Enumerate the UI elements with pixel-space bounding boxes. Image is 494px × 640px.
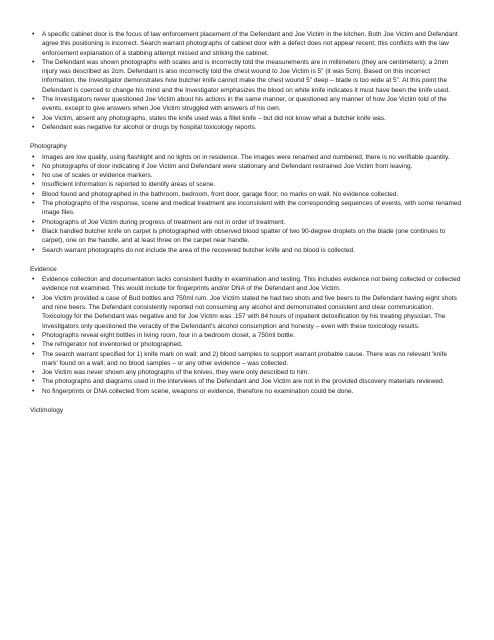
section-heading-victimology: Victimology [30, 406, 64, 414]
intro-bullet-list [30, 30, 464, 132]
bullet-icon: • [32, 378, 35, 386]
bullet-icon: • [32, 172, 35, 180]
section-heading-evidence: Evidence [30, 265, 57, 273]
list-item: • The Defendant was shown photographs with scales and is incorrectly told the measurements are in millimeters (they are centimeters); a 2mm injury was described as 2cm. Defendant is also incorrectly told the chest wound to Joe Victim is 5" (it was 5cm). Based on this incorrect information, the Investigator demonstrates how butcher knife cannot make the chest wound 5" deep – blade is too wide at 5". At this point the Defendant is coerced to change his mind and the Investigator emphasizes the blood on white knife indicates it must have been the knife used. [32, 58, 450, 94]
list-item: • Evidence collection and documentation lacks consistent fluidity in examination and testing. This includes evidence not being collected or collected evidence not examined. This would include for fingerprints and/or DNA of the Defendant and Joe Victim. [32, 276, 461, 293]
bullet-icon: • [32, 341, 35, 349]
list-item: • Photographs of Joe Victim during progress of treatment are not in order of treatment. [32, 218, 286, 226]
list-item: • No fingerprints or DNA collected from scene, weapons or evidence, therefore no examination could be done. [32, 387, 354, 395]
bullet-icon: • [32, 350, 35, 358]
bullet-icon: • [32, 218, 35, 226]
list-item: • The photographs of the response, scene and medical treatment are inconsistent with the corresponding sequences of events, with some renamed image files. [32, 200, 462, 217]
list-item: • Photographs reveal eight bottles in living room, four in a bedroom closet, a 750ml bottle. [32, 331, 295, 339]
list-item: • A specific cabinet door is the focus of law enforcement placement of the Defendant and Joe Victim in the kitchen. Both Joe Victim and Defendant agree this positioning is incorrect. Search warrant photographs of cabinet door with a defect does not appear recent; this conflicts with the law enforcement explanation of a stabbing attempt missed and striking the cabinet. [32, 31, 458, 57]
list-item: • No photographs of door indicating if Joe Victim and Defendant were stationary and Defendant restrained Joe Victim from leaving. [32, 162, 413, 170]
bullet-icon: • [32, 276, 35, 284]
photography-bullet-list [30, 153, 464, 255]
list-item: • No use of scales or evidence markers. [32, 172, 153, 180]
bullet-icon: • [32, 190, 35, 198]
bullet-icon: • [32, 387, 35, 395]
list-item: • Joe Victim provided a case of Bud bottles and 750ml rum. Joe Victim stated he had two shots and five beers to the Defendant having eight shots and nine beers. The Defendant consistently reported not consuming any alcohol and demonstrated consistent and clear communication. Toxicology for the Defendant was negative and for Joe Victim was .157 with 84 hours of inpatient detoxification by his treating physician. The Investigators only questioned the veracity of the Defendant's alcohol consumption and honesty – even with these toxicology results. [32, 294, 457, 330]
bullet-icon: • [32, 153, 35, 161]
section-heading-photography: Photography [30, 143, 67, 151]
bullet-icon: • [32, 31, 35, 38]
bullet-icon: • [32, 96, 35, 104]
list-item: • The Investigators never questioned Joe Victim about his actions in the same manner, or questioned any manner of how Joe Victim told of the events, except to give answers when Joe Victim struggled with answers of his own. [32, 96, 447, 113]
list-item: • Defendant was negative for alcohol or drugs by hospital toxicology reports. [32, 123, 257, 131]
bullet-icon: • [32, 246, 35, 254]
list-item: • Black handled butcher knife on carpet is photographed with observed blood spatter of two 90-degree droplets on the blade (one continues to carpet), one on the handle, and at least three on the carpet near handle. [32, 227, 446, 245]
list-item: • Search warrant photographs do not include the area of the recovered butcher knife and no blood is collected. [32, 246, 355, 254]
bullet-icon: • [32, 200, 35, 208]
list-item: • Joe Victim was never shown any photographs of the knives, they were only described to him. [32, 369, 310, 377]
bullet-icon: • [32, 227, 35, 235]
list-item: • Joe Victim, absent any photographs, states the knife used was a fillet knife – but did not know what a butcher knife was. [32, 114, 386, 122]
bullet-icon: • [32, 331, 35, 339]
list-item: • The search warrant specified for 1) knife mark on wall; and 2) blood samples to support warrant probable cause. There was no relevant 'knife mark' found on a wall; and no blood samples – or any other evidence – was collected. [32, 350, 448, 367]
bullet-icon: • [32, 162, 35, 170]
evidence-bullet-list [30, 275, 464, 396]
bullet-icon: • [32, 294, 35, 302]
bullet-icon: • [32, 114, 35, 122]
list-item: • The refrigerator not inventoried or photographed. [32, 341, 183, 349]
bullet-icon: • [32, 123, 35, 131]
bullet-icon: • [32, 181, 35, 189]
list-item: • Insufficient information is reported to identify areas of scene. [32, 181, 216, 189]
list-item: • The photographs and diagrams used in the interviews of the Defendant and Joe Victim are not in the provided discovery materials reviewed. [32, 378, 445, 386]
list-item: • Blood found and photographed in the bathroom, bedroom, front door, garage floor; no marks on wall. No evidence collected. [32, 190, 399, 198]
bullet-icon: • [32, 58, 35, 66]
list-item: • Images are low quality, using flashlight and no lights on in residence. The images were renamed and numbered, there is no verifiable quantity. [32, 153, 450, 161]
bullet-icon: • [32, 369, 35, 377]
